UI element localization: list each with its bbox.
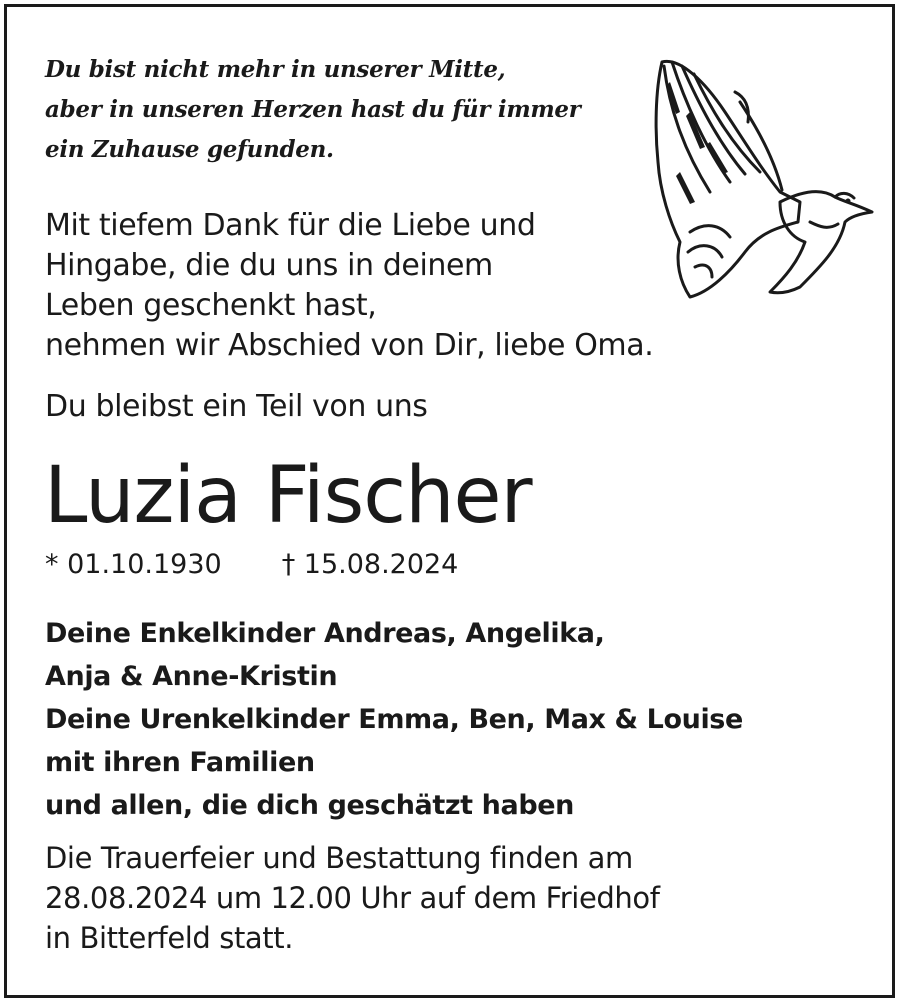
mourner-line: mit ihren Familien (45, 747, 315, 778)
birth-date: * 01.10.1930 (45, 549, 222, 580)
mourner-line: Deine Enkelkinder Andreas, Angelika, (45, 618, 605, 649)
service-line: in Bitterfeld statt. (45, 921, 294, 955)
gratitude-line: nehmen wir Abschied von Dir, liebe Oma. (45, 328, 654, 363)
quote-line: Du bist nicht mehr in unserer Mitte, (45, 56, 506, 83)
gratitude-line: Hingabe, die du uns in deinem (45, 248, 493, 283)
quote-line: ein Zuhause gefunden. (45, 136, 334, 163)
deceased-name: Luzia Fischer (44, 451, 532, 541)
funeral-service-info (45, 838, 660, 958)
mourners-list (45, 612, 743, 827)
life-dates (45, 545, 458, 585)
gratitude-line: Leben geschenkt hast, (45, 288, 377, 323)
mourner-line: Deine Urenkelkinder Emma, Ben, Max & Louise (45, 704, 743, 735)
gratitude-line: Mit tiefem Dank für die Liebe und (45, 208, 536, 243)
mourner-line: und allen, die dich geschätzt haben (45, 790, 574, 821)
service-line: 28.08.2024 um 12.00 Uhr auf dem Friedhof (45, 881, 660, 915)
quote-line: aber in unseren Herzen hast du für immer (45, 96, 581, 123)
service-line: Die Trauerfeier und Bestattung finden am (45, 841, 633, 875)
mourner-line: Anja & Anne-Kristin (45, 661, 338, 692)
death-date: † 15.08.2024 (281, 549, 459, 580)
opening-quote (45, 50, 581, 170)
gratitude-text (45, 206, 653, 366)
remain-part-text: Du bleibst ein Teil von uns (45, 389, 428, 424)
praying-hands-with-dove-icon (650, 52, 880, 302)
